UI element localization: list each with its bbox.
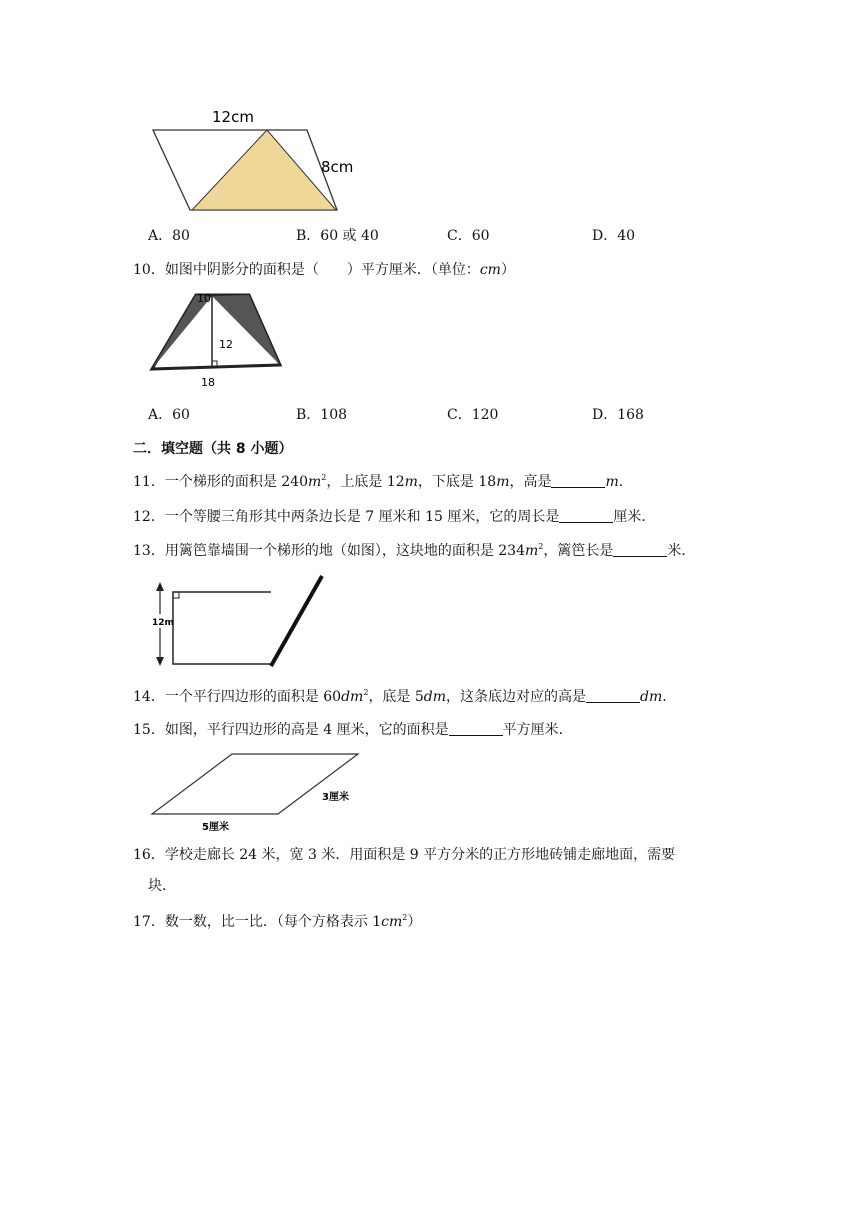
q9-option-d[interactable]: D．40	[592, 228, 636, 244]
q15-bottom-label: 5厘米	[202, 822, 229, 833]
q16-question-line1: 16．学校走廊长 24 米，宽 3 米．用面积是 9 平方分米的正方形地砖铺走廊地面，需要	[133, 847, 676, 863]
q10-option-d[interactable]: D．168	[592, 407, 644, 423]
q14-question: 14．一个平行四边形的面积是 $60dm^2$，底是 5dm，这条底边对应的高是 dm.	[133, 688, 667, 705]
q15-figure	[148, 750, 368, 836]
q9-figure	[150, 104, 360, 216]
q9-top-label: 12cm	[212, 108, 254, 126]
q9-option-b[interactable]: B．60 或 40	[296, 228, 379, 244]
q10-option-c[interactable]: C．120	[447, 407, 499, 423]
q13-fence	[173, 592, 271, 664]
q10-right-shade	[212, 295, 280, 365]
q13-question: 13．用篱笆靠墙围一个梯形的地（如图），这块地的面积是 $234m^2$，篱笆长是 米．	[133, 542, 696, 559]
q10-option-a[interactable]: A．60	[148, 407, 190, 423]
q9-option-a[interactable]: A．80	[148, 228, 190, 244]
q11-question: 11．一个梯形的面积是 $240m^2$，上底是 12m，下底是 18m，高是 m.	[133, 473, 624, 490]
q10-bottom-label: 18	[201, 376, 215, 389]
section-title: 二．填空题（共 8 小题）	[133, 441, 293, 457]
q10-figure	[145, 290, 285, 390]
q10-height-label: 12	[219, 338, 233, 351]
q10-question: 10．如图中阴影分的面积是（ ）平方厘米．（单位：cm）	[133, 262, 515, 278]
q13-answer-blank[interactable]	[613, 542, 667, 557]
q13-arrow-up	[156, 582, 164, 591]
q9-shaded-triangle	[192, 130, 336, 210]
q13-height-label: 12m	[152, 618, 174, 628]
q15-question: 15．如图，平行四边形的高是 4 厘米，它的面积是 平方厘米．	[133, 722, 573, 738]
q13-right-angle	[173, 592, 179, 598]
q13-wall	[271, 576, 322, 666]
q17-question: 17．数一数，比一比．（每个方格表示 $1cm^2$）	[133, 913, 422, 930]
q12-question: 12．一个等腰三角形其中两条边长是 7 厘米和 15 厘米，它的周长是 厘米．	[133, 509, 656, 525]
q11-answer-blank[interactable]	[551, 473, 605, 488]
q12-answer-blank[interactable]	[559, 508, 613, 523]
q15-side-label: 3厘米	[322, 792, 349, 803]
q13-figure	[150, 572, 330, 672]
q10-left-shade	[152, 295, 212, 369]
q10-option-b[interactable]: B．108	[296, 407, 348, 423]
q13-arrow-down	[156, 657, 164, 666]
q9-side-label: 8cm	[321, 158, 354, 176]
q15-parallelogram	[152, 754, 358, 814]
q15-answer-blank[interactable]	[449, 721, 503, 736]
q9-option-c[interactable]: C．60	[447, 228, 490, 244]
q14-answer-blank[interactable]	[586, 688, 640, 703]
q16-question-line2: 块．	[148, 878, 176, 894]
q10-top-label: 10	[197, 292, 211, 305]
